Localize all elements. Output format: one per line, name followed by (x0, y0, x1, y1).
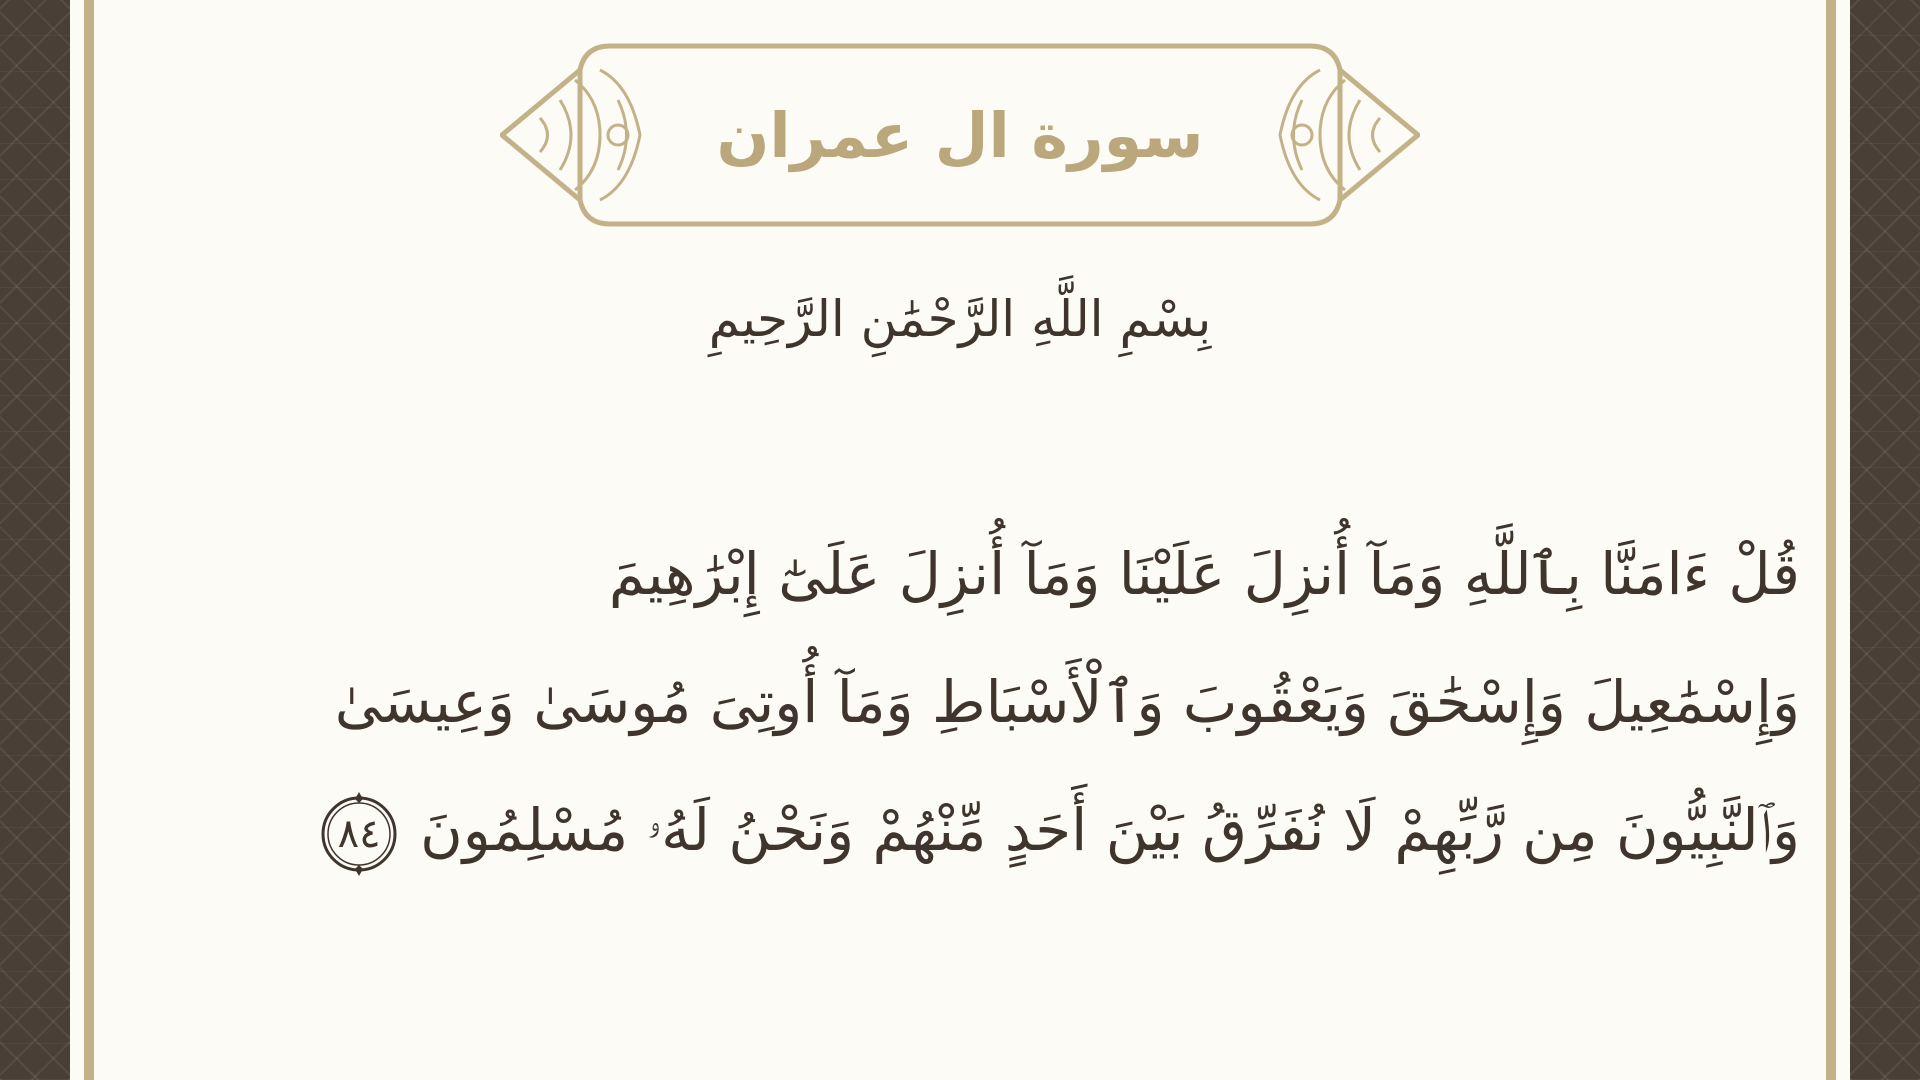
right-ornamental-border (1850, 0, 1920, 1080)
left-gold-rule (84, 0, 94, 1080)
basmala-calligraphy: بِسْمِ اللَّهِ الرَّحْمَٰنِ الرَّحِيمِ (708, 290, 1212, 348)
verse-line-3 (200, 766, 1800, 894)
surah-title-frame (500, 40, 1420, 230)
right-gold-rule (1826, 0, 1836, 1080)
ayah-number: ٨٤ (337, 810, 381, 857)
ayah-number-marker (316, 791, 402, 877)
verse-text (200, 510, 1800, 894)
verse-line-2: وَإِسْمَٰعِيلَ وَإِسْحَٰقَ وَيَعْقُوبَ وَٱلْأَسْبَاطِ وَمَآ أُوتِىَ مُوسَىٰ وَعِيسَىٰ (334, 668, 1800, 736)
surah-title: سورة ال عمران (716, 98, 1204, 172)
left-ornamental-border (0, 0, 70, 1080)
verse-line-3-text: وَٱلنَّبِيُّونَ مِن رَّبِّهِمْ لَا نُفَرِّقُ بَيْنَ أَحَدٍ مِّنْهُمْ وَنَحْنُ لَهُۥ مُسْلِمُونَ (420, 796, 1800, 864)
verse-line-1: قُلْ ءَامَنَّا بِٱللَّهِ وَمَآ أُنزِلَ عَلَيْنَا وَمَآ أُنزِلَ عَلَىٰٓ إِبْرَٰهِيمَ (608, 540, 1800, 608)
